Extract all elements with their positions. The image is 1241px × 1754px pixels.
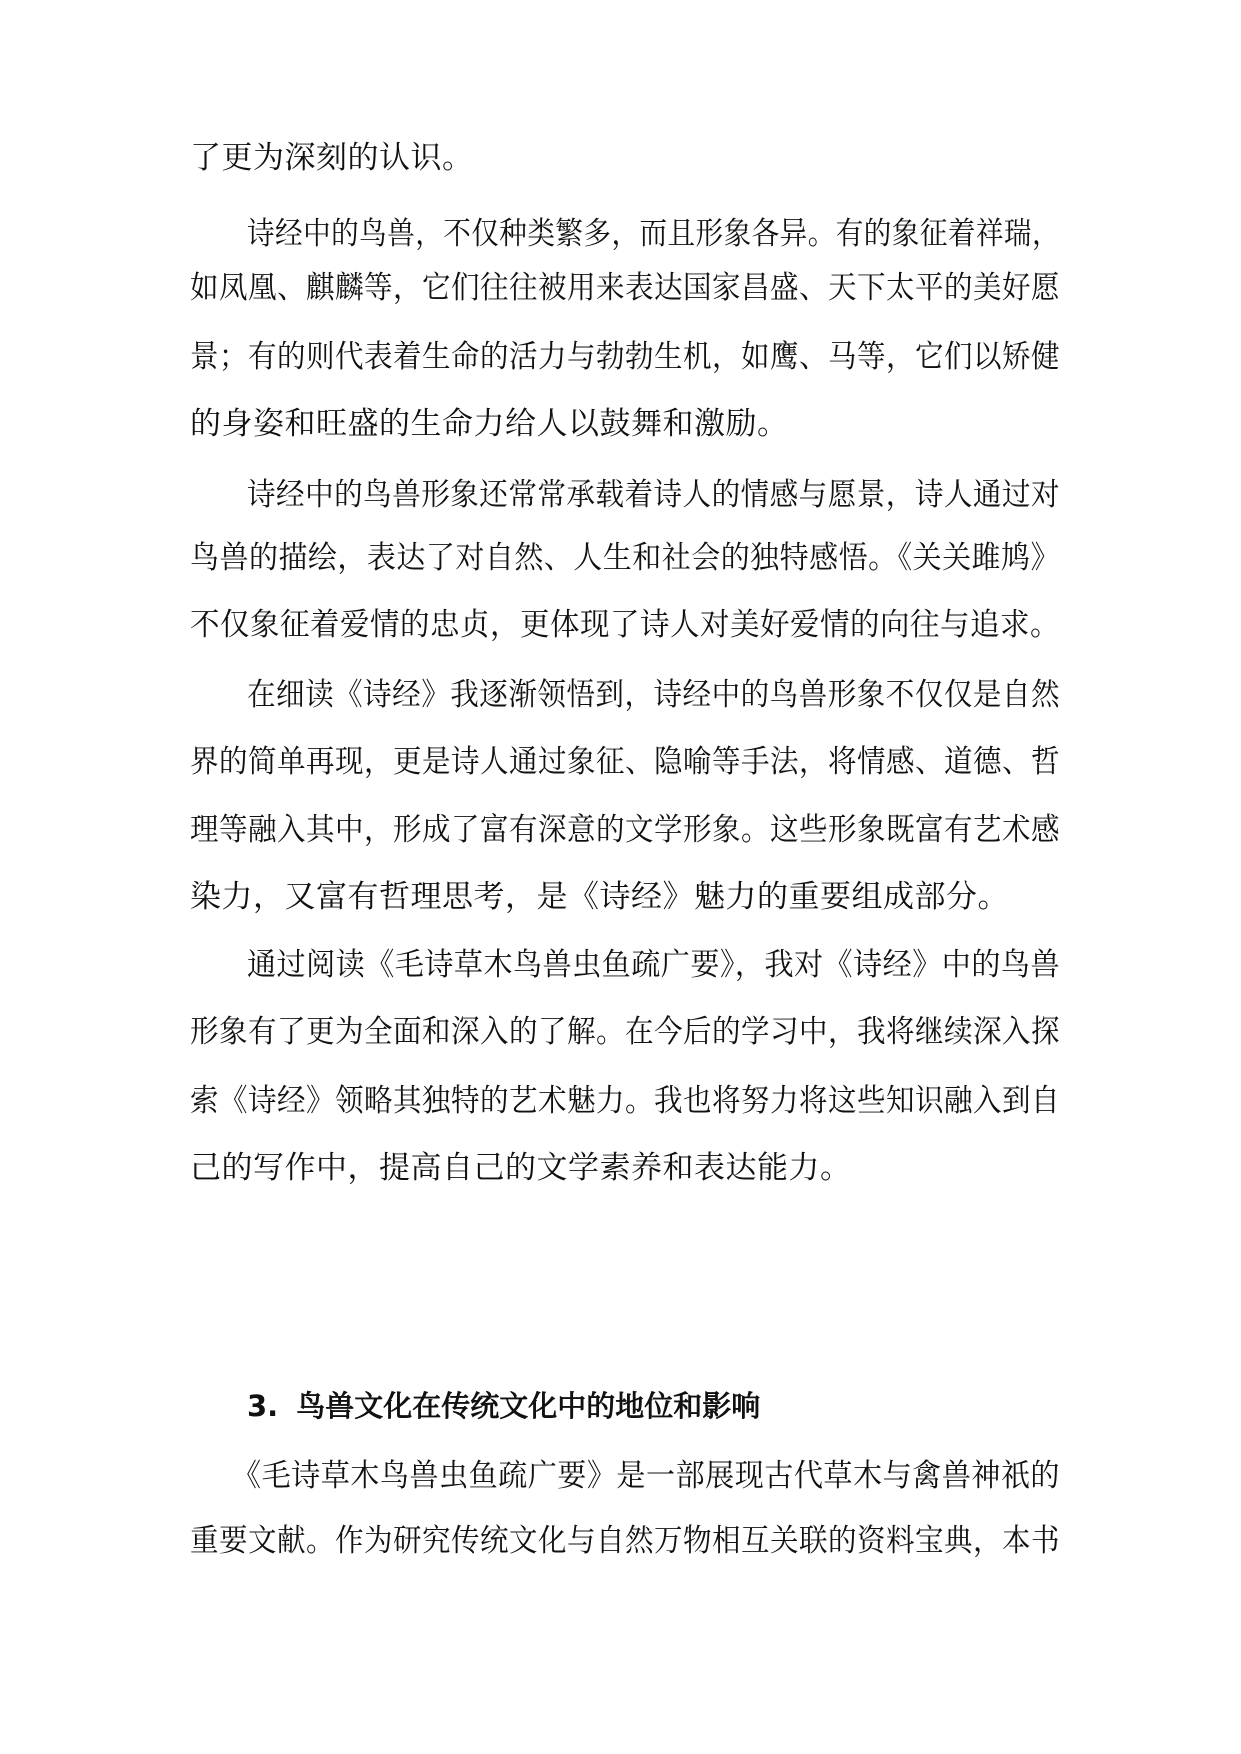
text-line: 己的写作中，提高自己的文学素养和表达能力。	[190, 1150, 852, 1186]
text-line: 景；有的则代表着生命的活力与勃勃生机，如鹰、马等，它们以矫健	[190, 339, 1060, 375]
paragraph-first-line: 通过阅读《毛诗草木鸟兽虫鱼疏广要》，我对《诗经》中的鸟兽	[247, 947, 1060, 983]
text-line: 染力，又富有哲理思考，是《诗经》魅力的重要组成部分。	[190, 879, 1009, 915]
text-line: 理等融入其中，形成了富有深意的文学形象。这些形象既富有艺术感	[190, 812, 1060, 848]
section-title: 鸟兽文化在传统文化中的地位和影响	[296, 1389, 761, 1423]
text-line: 重要文献。作为研究传统文化与自然万物相互关联的资料宝典，本书	[190, 1523, 1060, 1559]
paragraph-first-line: 在细读《诗经》我逐渐领悟到，诗经中的鸟兽形象不仅仅是自然	[247, 677, 1060, 713]
text-line: 索《诗经》领略其独特的艺术魅力。我也将努力将这些知识融入到自	[190, 1083, 1060, 1119]
text-line: 如凤凰、麒麟等，它们往往被用来表达国家昌盛、天下太平的美好愿	[190, 270, 1060, 306]
text-line: 不仅象征着爱情的忠贞，更体现了诗人对美好爱情的向往与追求。	[190, 607, 1060, 643]
paragraph-first-line: 诗经中的鸟兽，不仅种类繁多，而且形象各异。有的象征着祥瑞，	[247, 216, 1060, 252]
section-heading	[247, 1386, 760, 1426]
text-line: 了更为深刻的认识。	[190, 140, 474, 176]
section-number: 3.	[247, 1389, 279, 1423]
text-line: 界的简单再现，更是诗人通过象征、隐喻等手法，将情感、道德、哲	[190, 744, 1060, 780]
text-line: 鸟兽的描绘，表达了对自然、人生和社会的独特感悟。《关关雎鸠》	[190, 540, 1060, 576]
paragraph-first-line: 诗经中的鸟兽形象还常常承载着诗人的情感与愿景，诗人通过对	[247, 477, 1060, 513]
text-line: 形象有了更为全面和深入的了解。在今后的学习中，我将继续深入探	[190, 1014, 1060, 1050]
paragraph-first-line: 《毛诗草木鸟兽虫鱼疏广要》是一部展现古代草木与禽兽神祇的	[232, 1458, 1060, 1494]
text-line: 的身姿和旺盛的生命力给人以鼓舞和激励。	[190, 406, 789, 442]
